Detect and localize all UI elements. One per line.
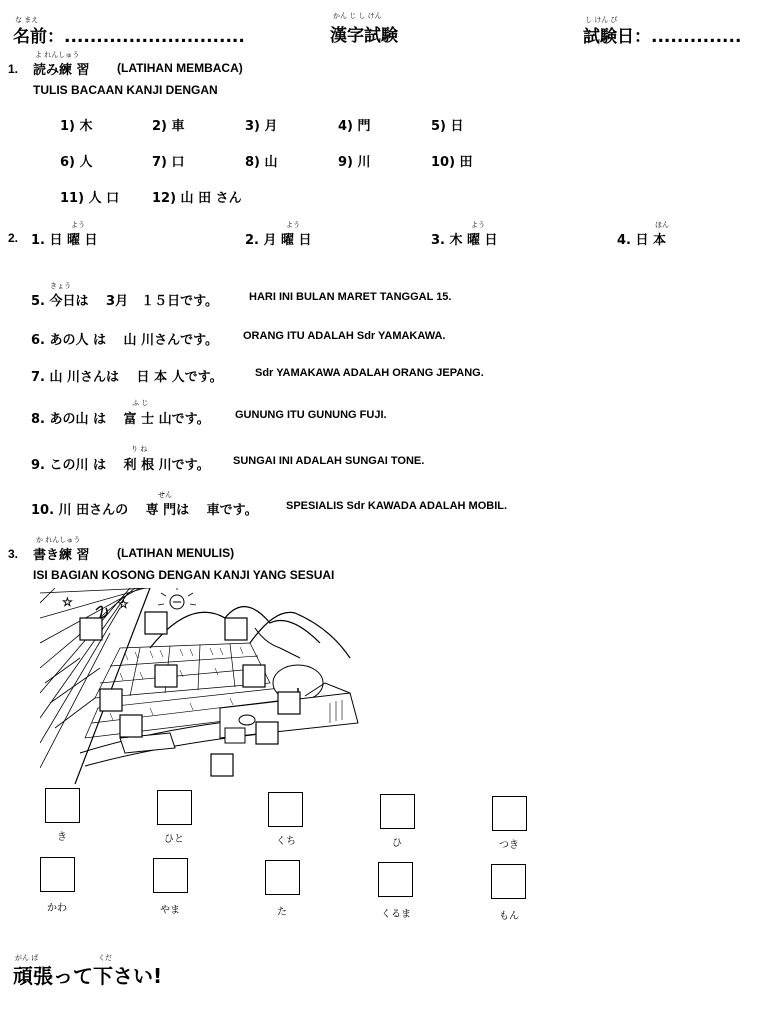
sentence-ruby: ふ じ (132, 399, 149, 407)
sentence-jp: 8. あの山 は 富 士 山です。 (31, 412, 210, 427)
answer-box[interactable] (153, 858, 188, 893)
section3-subtitle: (LATIHAN MENULIS) (117, 546, 235, 560)
reading-item: 1) 木 (60, 119, 93, 134)
answer-label: くるま (381, 909, 411, 920)
word-ruby: よう (471, 221, 485, 229)
word-item: 1. 日 曜 日 (31, 233, 98, 248)
sentence-translation: SPESIALIS Sdr KAWADA ADALAH MOBIL. (286, 500, 508, 512)
sentence-jp: 7. 山 川さんは 日 本 人です。 (31, 370, 223, 385)
svg-text:☆: ☆ (118, 597, 129, 611)
section3-instruction: ISI BAGIAN KOSONG DENGAN KANJI YANG SESUAI (33, 568, 335, 582)
reading-item: 6) 人 (60, 155, 93, 170)
answer-label: き (57, 832, 67, 843)
answer-label: ひと (164, 834, 184, 845)
sentence-ruby: せん (158, 491, 172, 499)
answer-label: つき (499, 840, 519, 851)
answer-box[interactable] (491, 864, 526, 899)
section1-number: 1. (8, 62, 19, 76)
reading-item: 8) 山 (245, 155, 278, 170)
answer-label: た (277, 907, 287, 918)
sentence-translation: HARI INI BULAN MARET TANGGAL 15. (249, 291, 452, 303)
name-ruby: な まえ (15, 16, 39, 24)
answer-label: もん (499, 911, 519, 922)
word-item: 4. 日 本 (617, 233, 667, 248)
answer-box[interactable] (378, 862, 413, 897)
sentence-ruby: きょう (50, 282, 71, 290)
name-field-label: 名前：............................ (13, 27, 245, 47)
word-ruby: よう (286, 221, 300, 229)
answer-box[interactable] (157, 790, 192, 825)
sentence-jp: 6. あの人 は 山 川さんです。 (31, 333, 219, 348)
word-ruby: よう (71, 221, 85, 229)
section1-subtitle: (LATIHAN MEMBACA) (117, 61, 243, 75)
section1-ruby: よ れんしゅう (35, 51, 80, 59)
word-item: 3. 木 曜 日 (431, 233, 498, 248)
sentence-translation: SUNGAI INI ADALAH SUNGAI TONE. (233, 455, 425, 467)
reading-item: 11) 人 口 (60, 191, 120, 206)
footer-ruby-2: くだ (98, 954, 112, 962)
landscape-illustration (40, 588, 370, 784)
answer-box[interactable] (492, 796, 527, 831)
reading-item: 2) 車 (152, 119, 185, 134)
answer-box[interactable] (380, 794, 415, 829)
word-item: 2. 月 曜 日 (245, 233, 312, 248)
date-ruby: し けん び (585, 16, 618, 24)
footer-ruby-1: がん ば (15, 954, 39, 962)
sentence-jp: 10. 川 田さんの 専 門は 車です。 (31, 503, 258, 518)
answer-label: くち (276, 836, 296, 847)
answer-box[interactable] (268, 792, 303, 827)
svg-text:☆: ☆ (62, 595, 73, 609)
title-ruby: かん じ し けん (333, 12, 382, 20)
sentence-ruby: り ね (131, 445, 148, 453)
answer-box[interactable] (40, 857, 75, 892)
reading-item: 7) 口 (152, 155, 185, 170)
section3-number: 3. (8, 547, 19, 561)
reading-item: 12) 山 田 さん (152, 191, 242, 206)
sentence-translation: Sdr YAMAKAWA ADALAH ORANG JEPANG. (255, 367, 484, 379)
exam-date-label: 試験日：.............. (583, 27, 742, 47)
answer-box[interactable] (45, 788, 80, 823)
section2-number: 2. (8, 231, 19, 245)
answer-label: ひ (392, 838, 402, 849)
answer-label: やま (160, 905, 180, 916)
sentence-translation: GUNUNG ITU GUNUNG FUJI. (235, 409, 387, 421)
section3-title: 書き練 習 (33, 548, 90, 563)
sentence-jp: 5. 今日は 3月 １５日です。 (31, 294, 219, 309)
sentence-jp: 9. この川 は 利 根 川です。 (31, 458, 210, 473)
section3-ruby: か れんしゅう (36, 536, 81, 544)
section1-instruction: TULIS BACAAN KANJI DENGAN (33, 83, 218, 97)
reading-item: 9) 川 (338, 155, 371, 170)
section1-title: 読み練 習 (33, 63, 90, 78)
answer-box[interactable] (265, 860, 300, 895)
reading-item: 10) 田 (431, 155, 473, 170)
reading-item: 4) 門 (338, 119, 371, 134)
sentence-translation: ORANG ITU ADALAH Sdr YAMAKAWA. (243, 330, 446, 342)
reading-item: 5) 日 (431, 119, 464, 134)
reading-item: 3) 月 (245, 119, 278, 134)
footer-encouragement: 頑張って下さい! (13, 964, 163, 988)
page-title: 漢字試験 (330, 26, 398, 46)
word-ruby: ほん (655, 221, 669, 229)
answer-label: かわ (47, 903, 67, 914)
